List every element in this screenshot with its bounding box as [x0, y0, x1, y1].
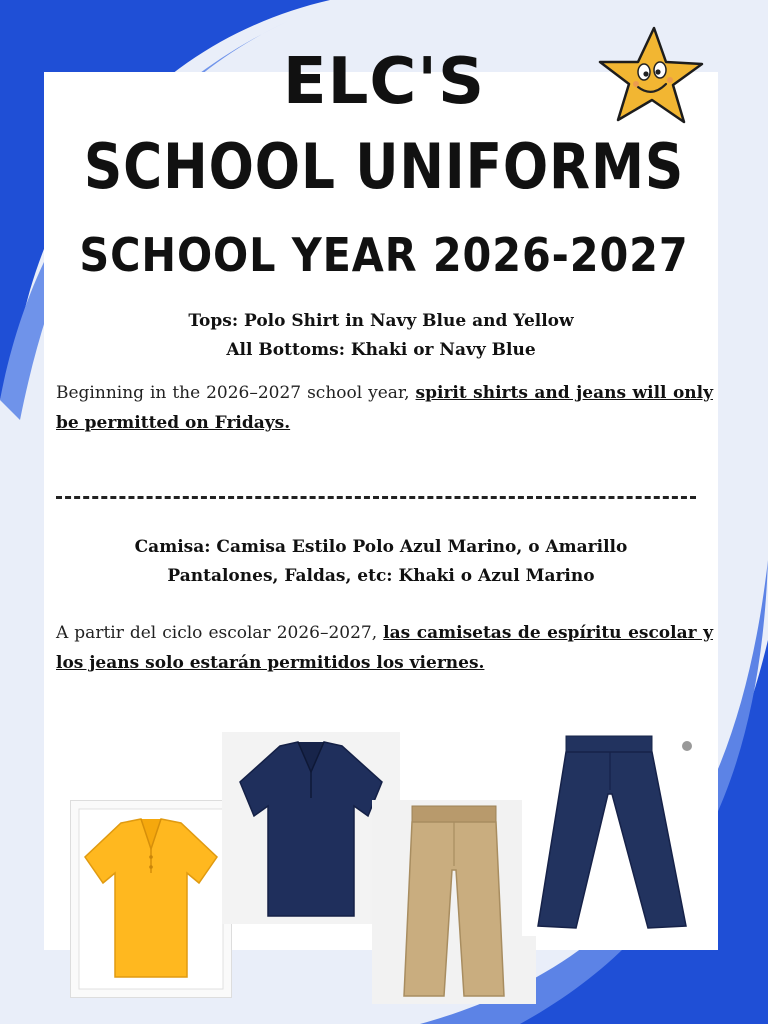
camisa-requirement: Camisa: Camisa Estilo Polo Azul Marino, o Amarillo — [134, 537, 628, 557]
title-line-1: ELC'S — [282, 45, 486, 119]
title-line-2: SCHOOL UNIFORMS — [83, 130, 685, 203]
policy-emphasis-spanish: las camisetas de espíritu escolar y los jeans solo estarán permitidos los viernes. — [56, 623, 713, 673]
section-divider — [56, 496, 696, 499]
yellow-polo-shirt — [70, 800, 232, 998]
policy-intro-spanish: A partir del ciclo escolar 2026–2027, — [56, 623, 384, 643]
policy-intro-english: Beginning in the 2026–2027 school year, — [56, 383, 416, 403]
tops-requirement: Tops: Polo Shirt in Navy Blue and Yellow — [188, 311, 574, 331]
khaki-pants — [372, 800, 536, 1004]
policy-paragraph-spanish — [56, 618, 713, 678]
navy-pants — [522, 730, 692, 936]
smiling-star-icon — [596, 24, 706, 130]
pantalones-requirement: Pantalones, Faldas, etc: Khaki o Azul Marino — [167, 566, 595, 586]
policy-emphasis-english: spirit shirts and jeans will only be permitted on Fridays. — [56, 383, 713, 433]
bottoms-requirement: All Bottoms: Khaki or Navy Blue — [226, 340, 536, 360]
title-line-3: SCHOOL YEAR 2026-2027 — [79, 228, 689, 282]
policy-paragraph-english — [56, 378, 713, 438]
